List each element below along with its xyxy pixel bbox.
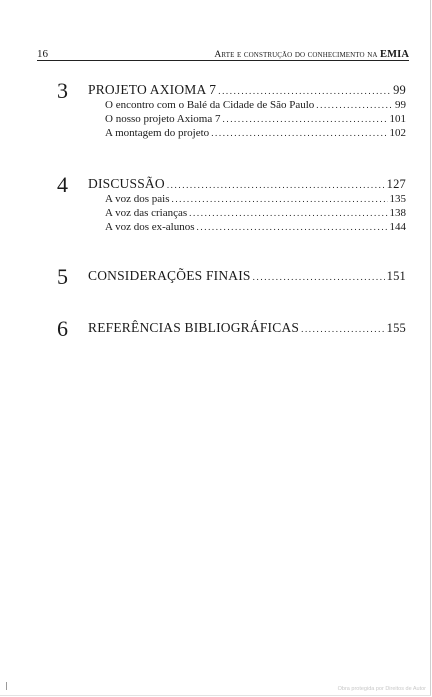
section-page: 102 (389, 127, 406, 139)
toc-entry-section[interactable] (105, 127, 406, 139)
section-title: A montagem do projeto (105, 127, 210, 139)
dot-leader (316, 100, 393, 110)
chapter-number: 6 (57, 316, 68, 341)
toc-entry-chapter[interactable] (88, 320, 406, 336)
chapter-page: 99 (393, 83, 406, 97)
section-title: A voz das crianças (105, 207, 188, 219)
chapter-number: 5 (57, 264, 68, 289)
page-edge-mark (6, 682, 7, 690)
running-title-text: Arte e construção do conhecimento na (214, 49, 378, 60)
toc-entry-section[interactable] (105, 221, 406, 233)
chapter-title: PROJETO AXIOMA 7 (88, 82, 217, 97)
dot-leader (167, 180, 385, 190)
copyright-watermark: Obra protegida por Direitos de Autor (337, 686, 426, 692)
dot-leader (223, 114, 388, 124)
chapter-title: REFERÊNCIAS BIBLIOGRÁFICAS (88, 320, 300, 335)
dot-leader (197, 222, 388, 232)
chapter-title: DISCUSSÃO (88, 176, 165, 191)
chapter-number: 3 (57, 78, 68, 103)
chapter-page: 155 (386, 321, 406, 335)
toc-entry-section[interactable] (105, 193, 406, 205)
dot-leader (189, 208, 387, 218)
chapter-page: 127 (386, 177, 406, 191)
running-title (214, 49, 409, 60)
section-page: 138 (389, 207, 406, 219)
page-number: 16 (37, 48, 48, 60)
toc-entry-chapter[interactable] (88, 176, 406, 192)
section-page: 135 (389, 193, 406, 205)
toc-entry-section[interactable] (105, 99, 406, 111)
chapter-page: 151 (386, 269, 406, 283)
toc-entry-section[interactable] (105, 113, 406, 125)
toc-entry-chapter[interactable] (88, 82, 406, 98)
section-page: 101 (389, 113, 406, 125)
header-rule (37, 60, 409, 61)
section-page: 144 (389, 221, 406, 233)
dot-leader (253, 272, 385, 282)
section-title: O encontro com o Balé da Cidade de São Paulo (105, 99, 315, 111)
dot-leader (171, 194, 387, 204)
chapter-title: CONSIDERAÇÕES FINAIS (88, 268, 251, 283)
section-title: A voz dos ex-alunos (105, 221, 195, 233)
running-title-emphasis: EMIA (380, 49, 409, 60)
chapter-number: 4 (57, 172, 68, 197)
toc-entry-section[interactable] (105, 207, 406, 219)
section-title: O nosso projeto Axioma 7 (105, 113, 221, 125)
section-title: A voz dos pais (105, 193, 170, 205)
running-head (37, 44, 409, 60)
dot-leader (301, 324, 385, 334)
section-page: 99 (395, 99, 406, 111)
dot-leader (211, 128, 387, 138)
toc-entry-chapter[interactable] (88, 268, 406, 284)
dot-leader (218, 86, 391, 96)
